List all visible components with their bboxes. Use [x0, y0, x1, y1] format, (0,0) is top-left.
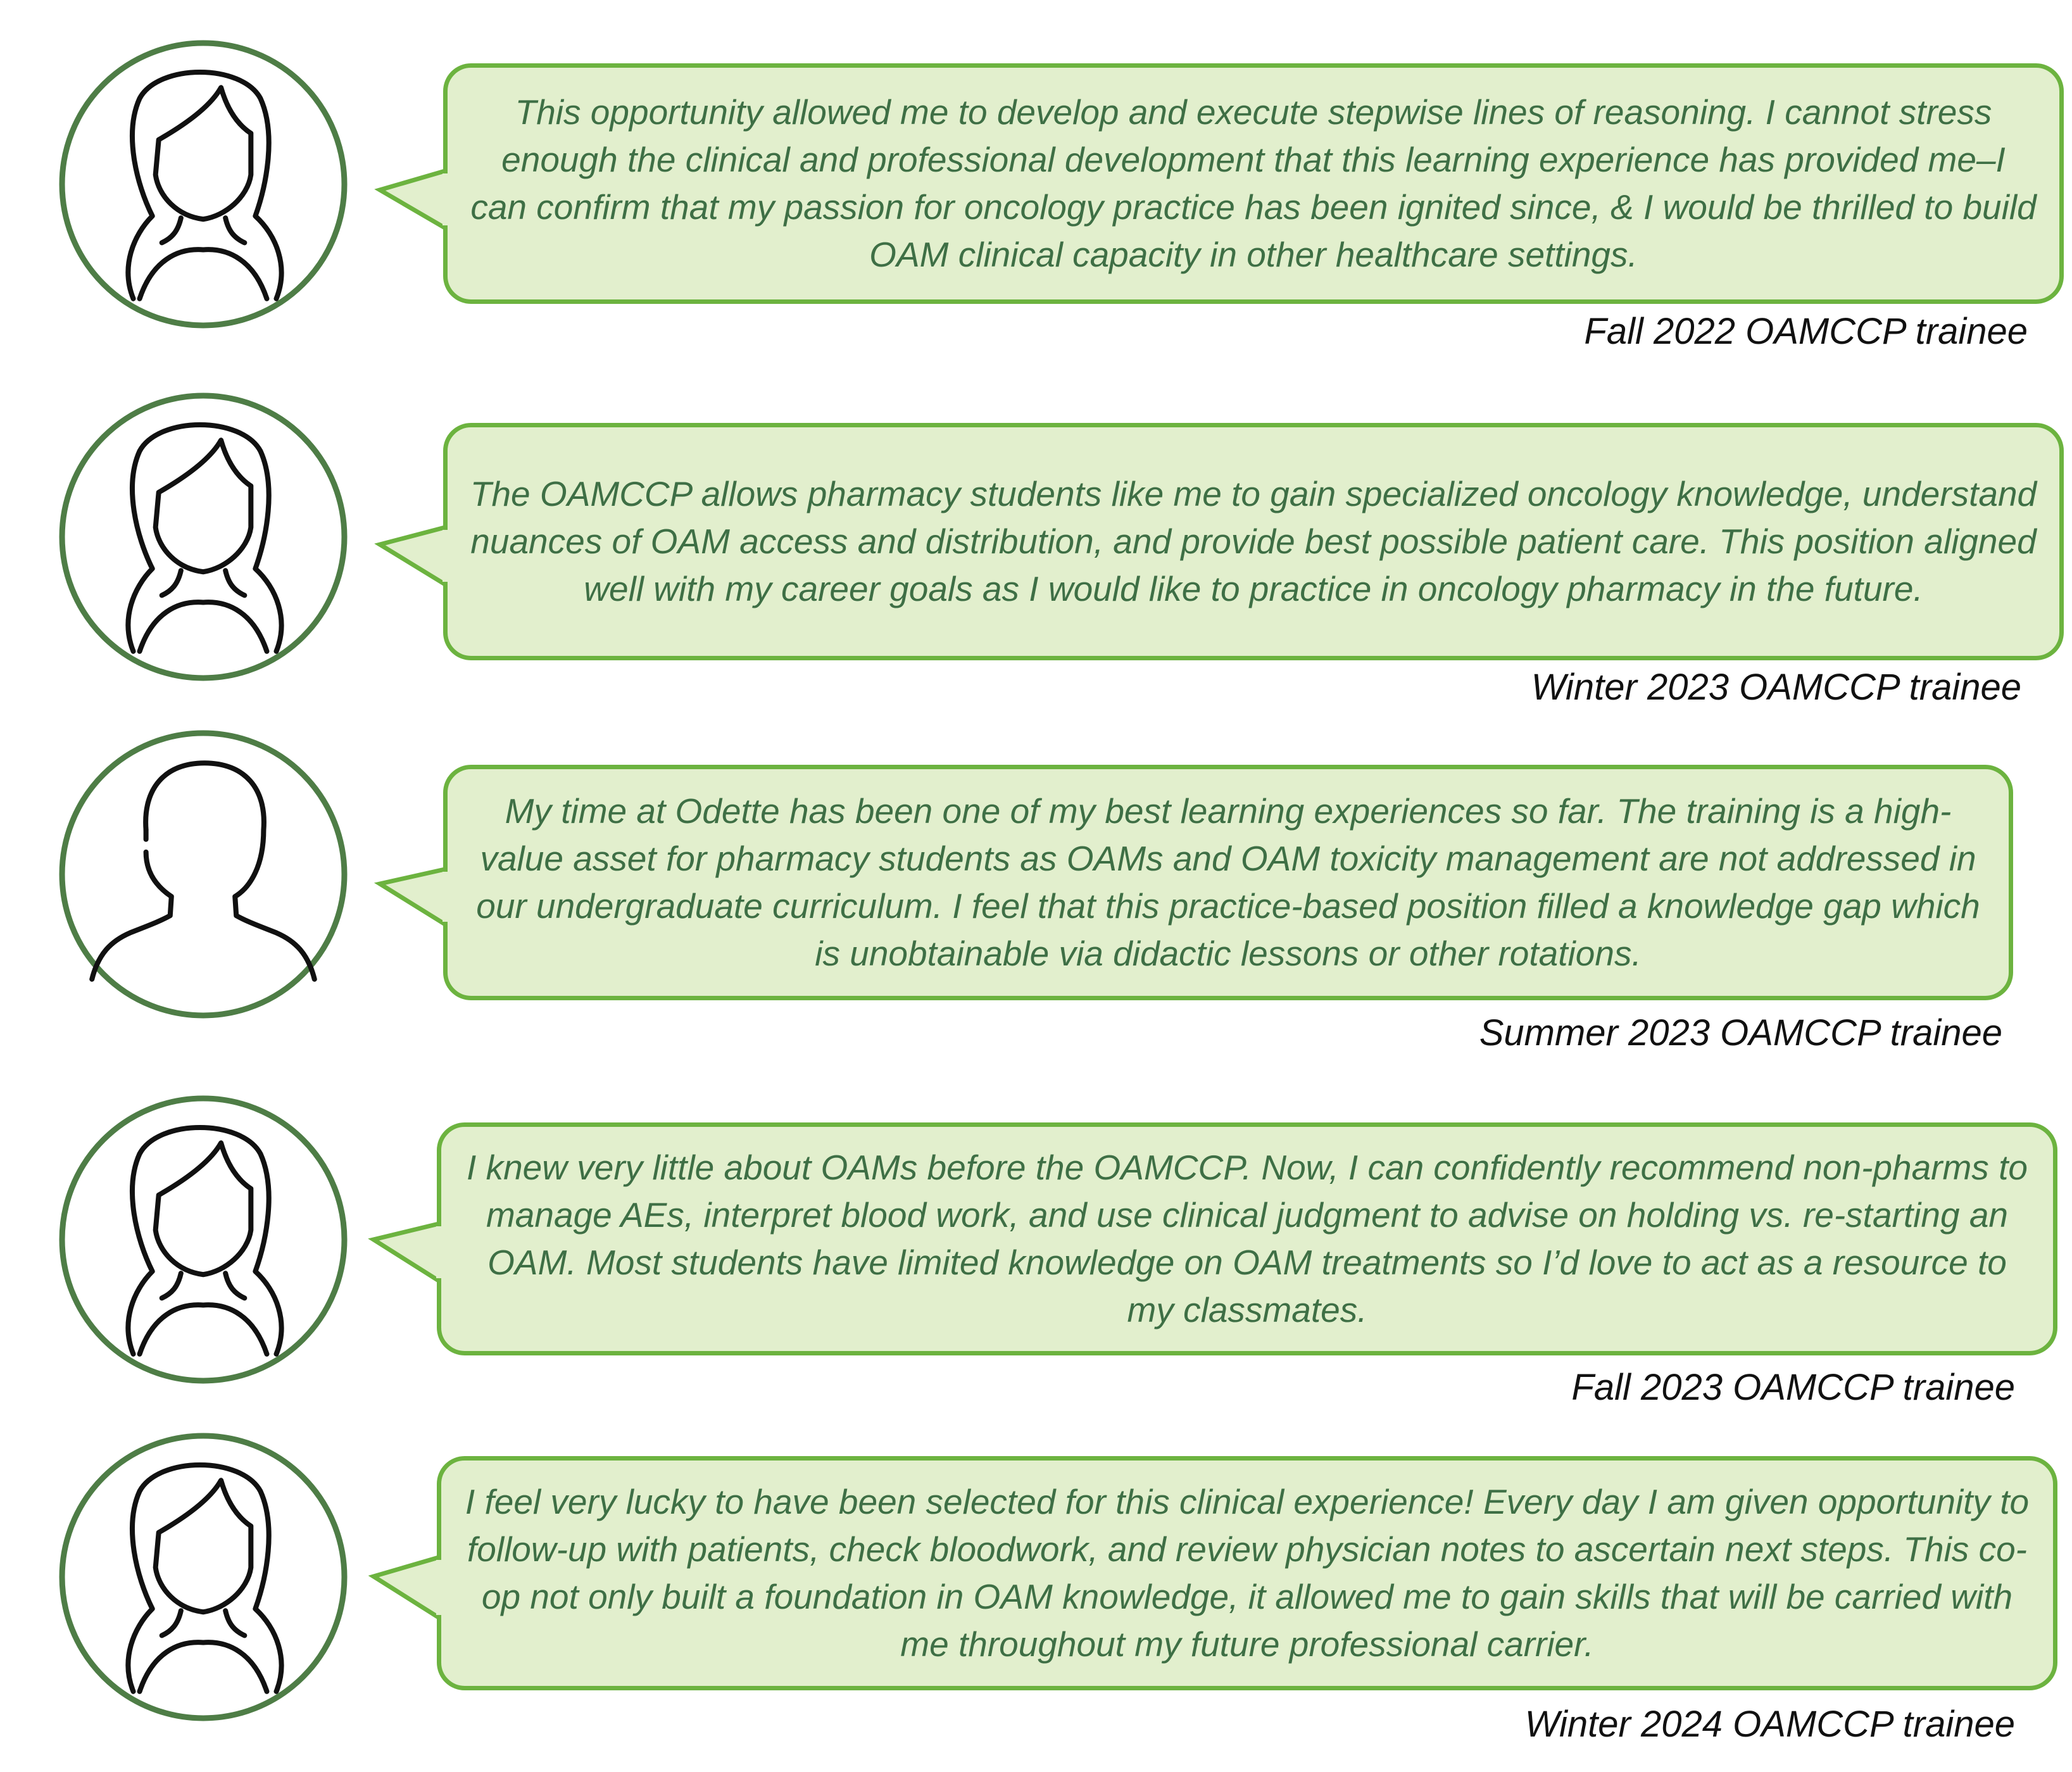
testimonial-quote: This opportunity allowed me to develop and execute stepwise lines of reasoning. I cannot stress enough the clinical and professional development that this learning experience has provided me–I can confirm that my passion for oncology practice has been ignited since, & I would be thrilled to build OAM clinical capacity in other healthcare settings. — [470, 92, 2037, 274]
testimonial-attribution: Fall 2022 OAMCCP trainee — [1584, 311, 2028, 352]
testimonial-attribution: Winter 2023 OAMCCP trainee — [1531, 667, 2021, 708]
female-user-icon — [57, 1093, 349, 1386]
female-user-icon — [57, 1431, 349, 1723]
male-user-icon — [57, 728, 349, 1021]
speech-bubble — [374, 1122, 2057, 1355]
testimonial-quote: The OAMCCP allows pharmacy students like me to gain specialized oncology knowledge, understand nuances of OAM access and distribution, and provide best possible patient care. This position aligned well with my career goals as I would like to practice in oncology pharmacy in the future. — [470, 474, 2037, 608]
avatar — [57, 1093, 349, 1386]
avatar — [57, 38, 349, 330]
speech-bubble — [374, 1456, 2057, 1690]
testimonial-quote: I knew very little about OAMs before the OAMCCP. Now, I can confidently recommend non-pharms to manage AEs, interpret blood work, and use clinical judgment to advise on holding vs. re-starting an OAM. Most students have limited knowledge on OAM treatments so I’d love to act as a resource to my classmates. — [467, 1148, 2028, 1329]
avatar — [57, 391, 349, 683]
female-user-icon — [57, 391, 349, 683]
testimonial-attribution: Summer 2023 OAMCCP trainee — [1479, 1012, 2002, 1053]
avatar — [57, 728, 349, 1021]
testimonial-attribution: Fall 2023 OAMCCP trainee — [1571, 1367, 2015, 1408]
speech-bubble — [380, 63, 2064, 304]
avatar — [57, 1431, 349, 1723]
testimonial-attribution: Winter 2024 OAMCCP trainee — [1524, 1704, 2015, 1745]
testimonial-quote: My time at Odette has been one of my best learning experiences so far. The training is a high-value asset for pharmacy students as OAMs and OAM toxicity management are not addressed in our undergraduate curriculum. I feel that this practice-based position filled a knowledge gap which is unobtainable via didactic lessons or other rotations. — [476, 791, 1980, 973]
female-user-icon — [57, 38, 349, 330]
speech-bubble — [380, 765, 2013, 1000]
testimonial-quote: I feel very lucky to have been selected for this clinical experience! Every day I am given opportunity to follow-up with patients, check bloodwork, and review physician notes to ascertain next steps. This co-op not only built a foundation in OAM knowledge, it allowed me to gain skills that will be carried with me throughout my future professional carrier. — [465, 1482, 2030, 1664]
speech-bubble — [380, 423, 2064, 660]
